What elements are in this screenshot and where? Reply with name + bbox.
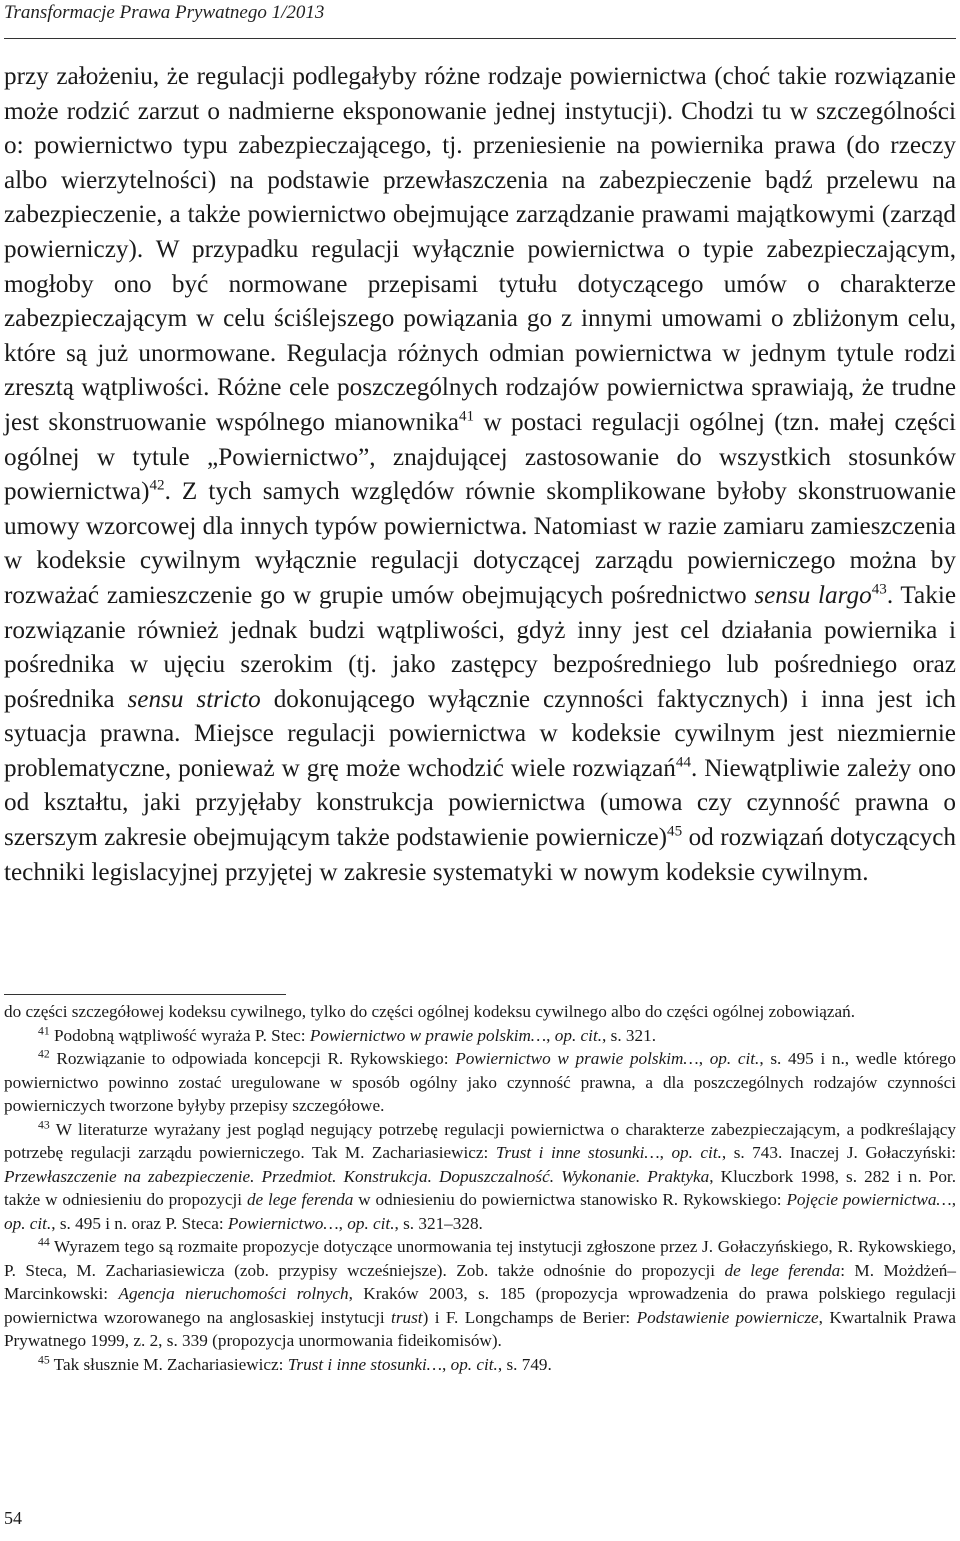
footnote-number: 45 [38, 1352, 50, 1366]
footnote-42: $^{42}$ Rozwiązanie to odpowiada koncepcji R. Rykowskiego: Powiernictwo w prawie polskim…, op. cit., s. 495 i n., wedle którego powiernictwo powinno zostać uregulowane w sposób ogólny jako czynność prawna, a dla poszczególnych rodzajów czynności powierniczych tworzone byłyby przepisy szczegółowe. [4, 1047, 957, 1115]
footnote-number: 41 [38, 1023, 50, 1037]
footnote-number: 44 [38, 1235, 50, 1249]
footnotes [4, 1000, 956, 1376]
footnote-ref-44[interactable]: 44 [675, 754, 691, 771]
footnote-continuation: do części szczegółowej kodeksu cywilnego, tylko do części ogólnej kodeksu cywilnego albo do części ogólnej zobowiązań. [4, 1002, 855, 1021]
latin-term: sensu stricto [127, 685, 261, 713]
running-header: Transformacje Prawa Prywatnego 1/2013 [4, 2, 325, 23]
footnote-number: 42 [38, 1047, 50, 1061]
footnote-ref-42[interactable]: 42 [149, 477, 165, 494]
footnote-ref-43[interactable]: 43 [871, 581, 887, 598]
footnote-41: $^{41}$ Podobną wątpliwość wyraża P. Stec: Powiernictwo w prawie polskim…, op. cit., s. 321. [38, 1023, 656, 1045]
page-number: 54 [4, 1508, 22, 1528]
latin-term: sensu largo [754, 581, 872, 609]
footnote-44: $^{44}$ Wyrazem tego są rozmaite propozycje dotyczące unormowania tej instytucji zgłoszone przez J. Gołaczyńskiego, R. Rykowskiego, P. Steca, M. Zachariasiewicza (zob. przypisy wcześniejsze). Zob. także odnośnie do propozycji de lege ferenda: M. Możdżeń–Marcinkowski: Agencja nieruchomości rolnych, Kraków 2003, s. 185 (propozycja wprowadzenia do prawa polskiego regulacji powiernictwa wzorowanego na anglosaskiej instytucji trust) i F. Longchamps de Berier: Podstawienie powiernicze, Kwartalnik Prawa Prywatnego 1999, z. 2, s. 339 (propozycja unormowania fideikomisów). [4, 1235, 957, 1350]
body-text [4, 60, 956, 890]
footnote-ref-41[interactable]: 41 [458, 408, 475, 425]
footnote-separator [4, 994, 286, 995]
main-paragraph: przy założeniu, że regulacji podlegałyby różne rodzaje powiernictwa (choć takie rozwiązanie może rodzić zarzut o nadmierne eksponowanie jednej instytucji). Chodzi tu w szczególności o: powiernictwo typu zabezpieczającego, tj. przeniesienie na powiernika prawa (do rzeczy albo wierzytelności) na podstawie przewłaszczenia na zabezpieczenie bądź przelewu na zabezpieczenie, a także powiernictwo obejmujące zarządzanie prawami majątkowymi (zarząd powierniczy). W przypadku regulacji wyłącznie powiernictwa o typie zabezpieczającym, mogłoby ono być normowane przepisami tytułu dotyczącego umów o charakterze zabezpieczającym w celu ściślejszego powiązania go z innymi umowami o zbliżonym celu, które są już unormowane. Regulacja różnych odmian powiernictwa w jednym tytule rodzi zresztą wątpliwości. Różne cele poszczególnych rodzajów powiernictwa sprawiają, że trudne jest skonstruowanie wspólnego mianownika$^{41}$ w postaci regulacji ogólnej (tzn. małej części ogólnej w tytule „Powiernictwo”, znajdującej zastosowanie do wszystkich stosunków powiernictwa)$^{42}$. Z tych samych względów równie skomplikowane byłoby skonstruowanie umowy wzorcowej dla innych typów powiernictwa. Natomiast w razie zamiaru zamieszczenia w kodeksie cywilnym wyłącznie regulacji dotyczącej zarządu powierniczego można by rozważać zamieszczenie go w grupie umów obejmujących pośrednictwo sensu largo$^{43}$. Takie rozwiązanie również jednak budzi wątpliwości, gdyż inny jest cel działania powiernika i pośrednika w ujęciu szerokim (tj. jako zastępcy bezpośredniego lub pośredniego oraz pośrednika sensu stricto dokonującego wyłącznie czynności faktycznych) i inna jest ich sytuacja prawna. Miejsce regulacji powiernictwa w kodeksie cywilnym jest niezmiernie problematyczne, ponieważ w grę może wchodzić wiele rozwiązań$^{44}$. Niewątpliwie zależy ono od kształtu, jaki przyjęłaby konstrukcja powiernictwa (umowa czy czynność prawna o szerszym zakresie obejmującym także podstawienie powiernicze)$^{45}$ od rozwiązań dotyczących techniki legislacyjnej przyjętej w zakresie systematyki w nowym kodeksie cywilnym. [4, 63, 957, 886]
footnote-45: $^{45}$ Tak słusznie M. Zachariasiewicz: Trust i inne stosunki…, op. cit., s. 749. [38, 1352, 552, 1374]
footnote-number: 43 [38, 1117, 50, 1131]
header-rule [4, 38, 956, 39]
footnote-ref-45[interactable]: 45 [667, 823, 683, 840]
footnote-43: $^{43}$ W literaturze wyrażany jest pogląd negujący potrzebę regulacji powiernictwa o charakterze zabezpieczającym, a podkreślający potrzebę regulacji zarządu powierniczego. Tak M. Zachariasiewicz: Trust i inne stosunki…, op. cit., s. 743. Inaczej J. Gołaczyński: Przewłaszczenie na zabezpieczenie. Przedmiot. Konstrukcja. Dopuszczalność. Wykonanie. Praktyka, Kluczbork 1998, s. 282 i n. Por. także w odniesieniu do propozycji de lege ferenda w odniesieniu do powiernictwa stanowisko R. Rykowskiego: Pojęcie powiernictwa…, op. cit., s. 495 i n. oraz P. Steca: Powiernictwo…, op. cit., s. 321–328. [4, 1117, 957, 1233]
